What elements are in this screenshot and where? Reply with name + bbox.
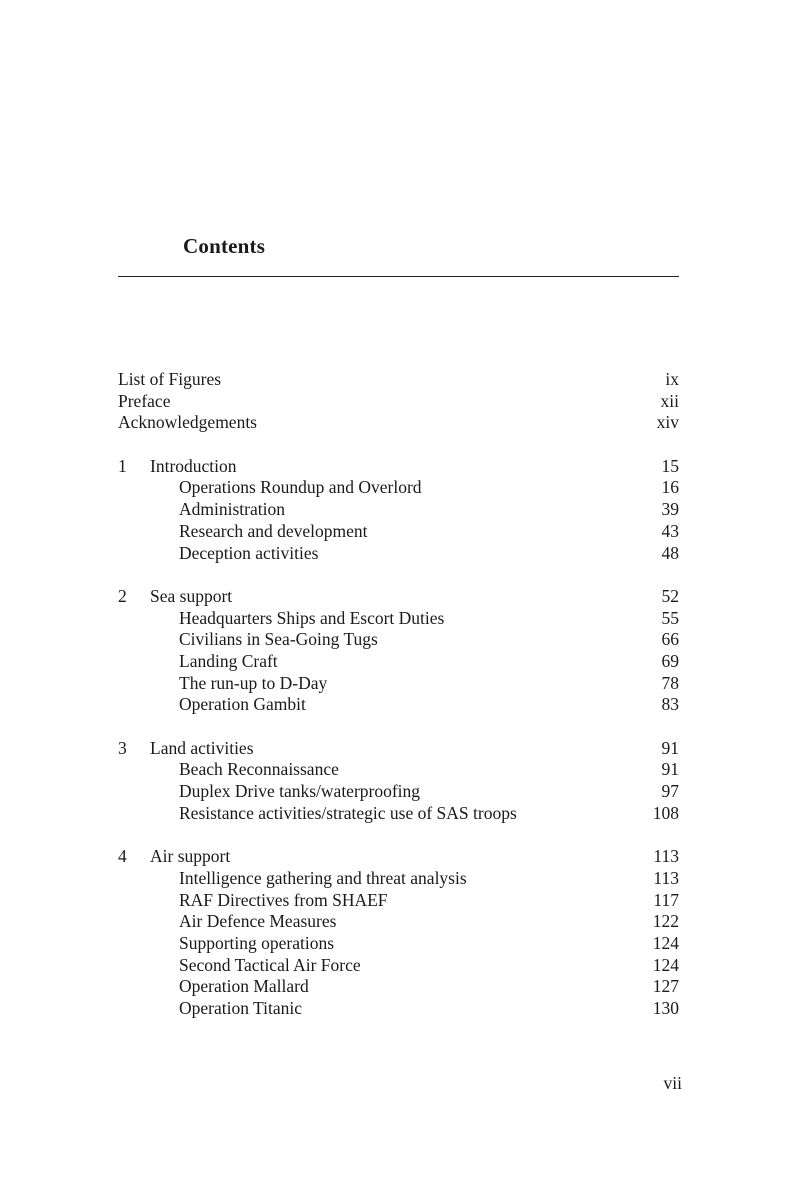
section-page: 108: [652, 802, 679, 823]
section-page: 127: [652, 976, 679, 997]
toc-entry-preface[interactable]: [118, 391, 679, 413]
section-title: Operations Roundup and Overlord: [179, 477, 422, 498]
section-title: Administration: [179, 499, 285, 520]
section-title: Operation Mallard: [179, 976, 309, 997]
section-page: 43: [661, 520, 679, 541]
table-of-contents: [118, 369, 679, 1020]
spacer: [118, 434, 679, 456]
section-title: Air Defence Measures: [179, 911, 337, 932]
toc-chapter-2[interactable]: [118, 586, 679, 608]
chapter-page: 113: [653, 846, 679, 867]
section-page: 117: [653, 889, 679, 910]
chapter-title: Sea support: [150, 585, 233, 606]
page-title: Contents: [183, 234, 266, 258]
section-title: Duplex Drive tanks/waterproofing: [179, 781, 421, 802]
toc-section[interactable]: [118, 629, 679, 651]
section-title: Operation Titanic: [179, 997, 302, 1018]
chapter-number: 2: [118, 585, 127, 606]
toc-section[interactable]: [118, 543, 679, 565]
toc-section[interactable]: [118, 911, 679, 933]
chapter-number: 1: [118, 455, 127, 476]
section-page: 66: [661, 629, 679, 650]
toc-entry-list-of-figures[interactable]: [118, 369, 679, 391]
section-page: 48: [661, 542, 679, 563]
section-title: Resistance activities/strategic use of SAS troops: [179, 802, 517, 823]
section-page: 83: [661, 694, 679, 715]
section-page: 55: [661, 607, 679, 628]
toc-entry-title: List of Figures: [118, 369, 222, 389]
section-title: Headquarters Ships and Escort Duties: [179, 607, 445, 628]
section-page: 39: [661, 499, 679, 520]
toc-section[interactable]: [118, 759, 679, 781]
toc-chapter-1[interactable]: [118, 456, 679, 478]
toc-section[interactable]: [118, 608, 679, 630]
section-title: Civilians in Sea-Going Tugs: [179, 629, 378, 650]
chapter-page: 52: [661, 585, 679, 606]
section-title: Deception activities: [179, 542, 319, 563]
section-title: Operation Gambit: [179, 694, 306, 715]
toc-chapter-4[interactable]: [118, 846, 679, 868]
section-title: Research and development: [179, 520, 368, 541]
toc-section[interactable]: [118, 694, 679, 716]
section-title: Second Tactical Air Force: [179, 954, 361, 975]
section-page: 69: [661, 650, 679, 671]
toc-entry-title: Acknowledgements: [118, 412, 257, 433]
chapter-title: Land activities: [150, 737, 254, 758]
section-page: 124: [652, 932, 679, 953]
section-title: Landing Craft: [179, 650, 278, 671]
chapter-number: 4: [118, 846, 127, 867]
spacer: [118, 564, 679, 586]
section-title: Beach Reconnaissance: [179, 759, 339, 780]
section-page: 97: [661, 781, 679, 802]
toc-entry-page: xii: [660, 390, 679, 411]
chapter-page: 15: [661, 455, 679, 476]
section-title: RAF Directives from SHAEF: [179, 889, 388, 910]
toc-section[interactable]: [118, 521, 679, 543]
toc-section[interactable]: [118, 955, 679, 977]
title-rule: [118, 276, 679, 277]
section-page: 16: [661, 477, 679, 498]
toc-entry-title: Preface: [118, 390, 171, 411]
toc-chapter-3[interactable]: [118, 738, 679, 760]
toc-section[interactable]: [118, 933, 679, 955]
toc-section[interactable]: [118, 651, 679, 673]
toc-section[interactable]: [118, 477, 679, 499]
section-page: 113: [653, 867, 679, 888]
toc-section[interactable]: [118, 499, 679, 521]
toc-entry-page: ix: [665, 369, 679, 389]
chapter-page: 91: [661, 737, 679, 758]
toc-section[interactable]: [118, 976, 679, 998]
section-title: Supporting operations: [179, 932, 335, 953]
toc-section[interactable]: [118, 803, 679, 825]
chapter-title: Introduction: [150, 455, 237, 476]
section-title: The run-up to D-Day: [179, 672, 328, 693]
spacer: [118, 824, 679, 846]
section-page: 124: [652, 954, 679, 975]
page-number: vii: [663, 1073, 682, 1093]
section-page: 78: [661, 672, 679, 693]
spacer: [118, 716, 679, 738]
toc-entry-page: xiv: [656, 412, 679, 433]
section-page: 130: [652, 997, 679, 1018]
chapter-number: 3: [118, 737, 127, 758]
section-title: Intelligence gathering and threat analysis: [179, 867, 467, 888]
toc-section[interactable]: [118, 781, 679, 803]
toc-section[interactable]: [118, 868, 679, 890]
toc-section[interactable]: [118, 890, 679, 912]
section-page: 122: [652, 911, 679, 932]
toc-entry-acknowledgements[interactable]: [118, 412, 679, 434]
toc-section[interactable]: [118, 998, 679, 1020]
section-page: 91: [661, 759, 679, 780]
toc-section[interactable]: [118, 673, 679, 695]
chapter-title: Air support: [150, 846, 231, 867]
